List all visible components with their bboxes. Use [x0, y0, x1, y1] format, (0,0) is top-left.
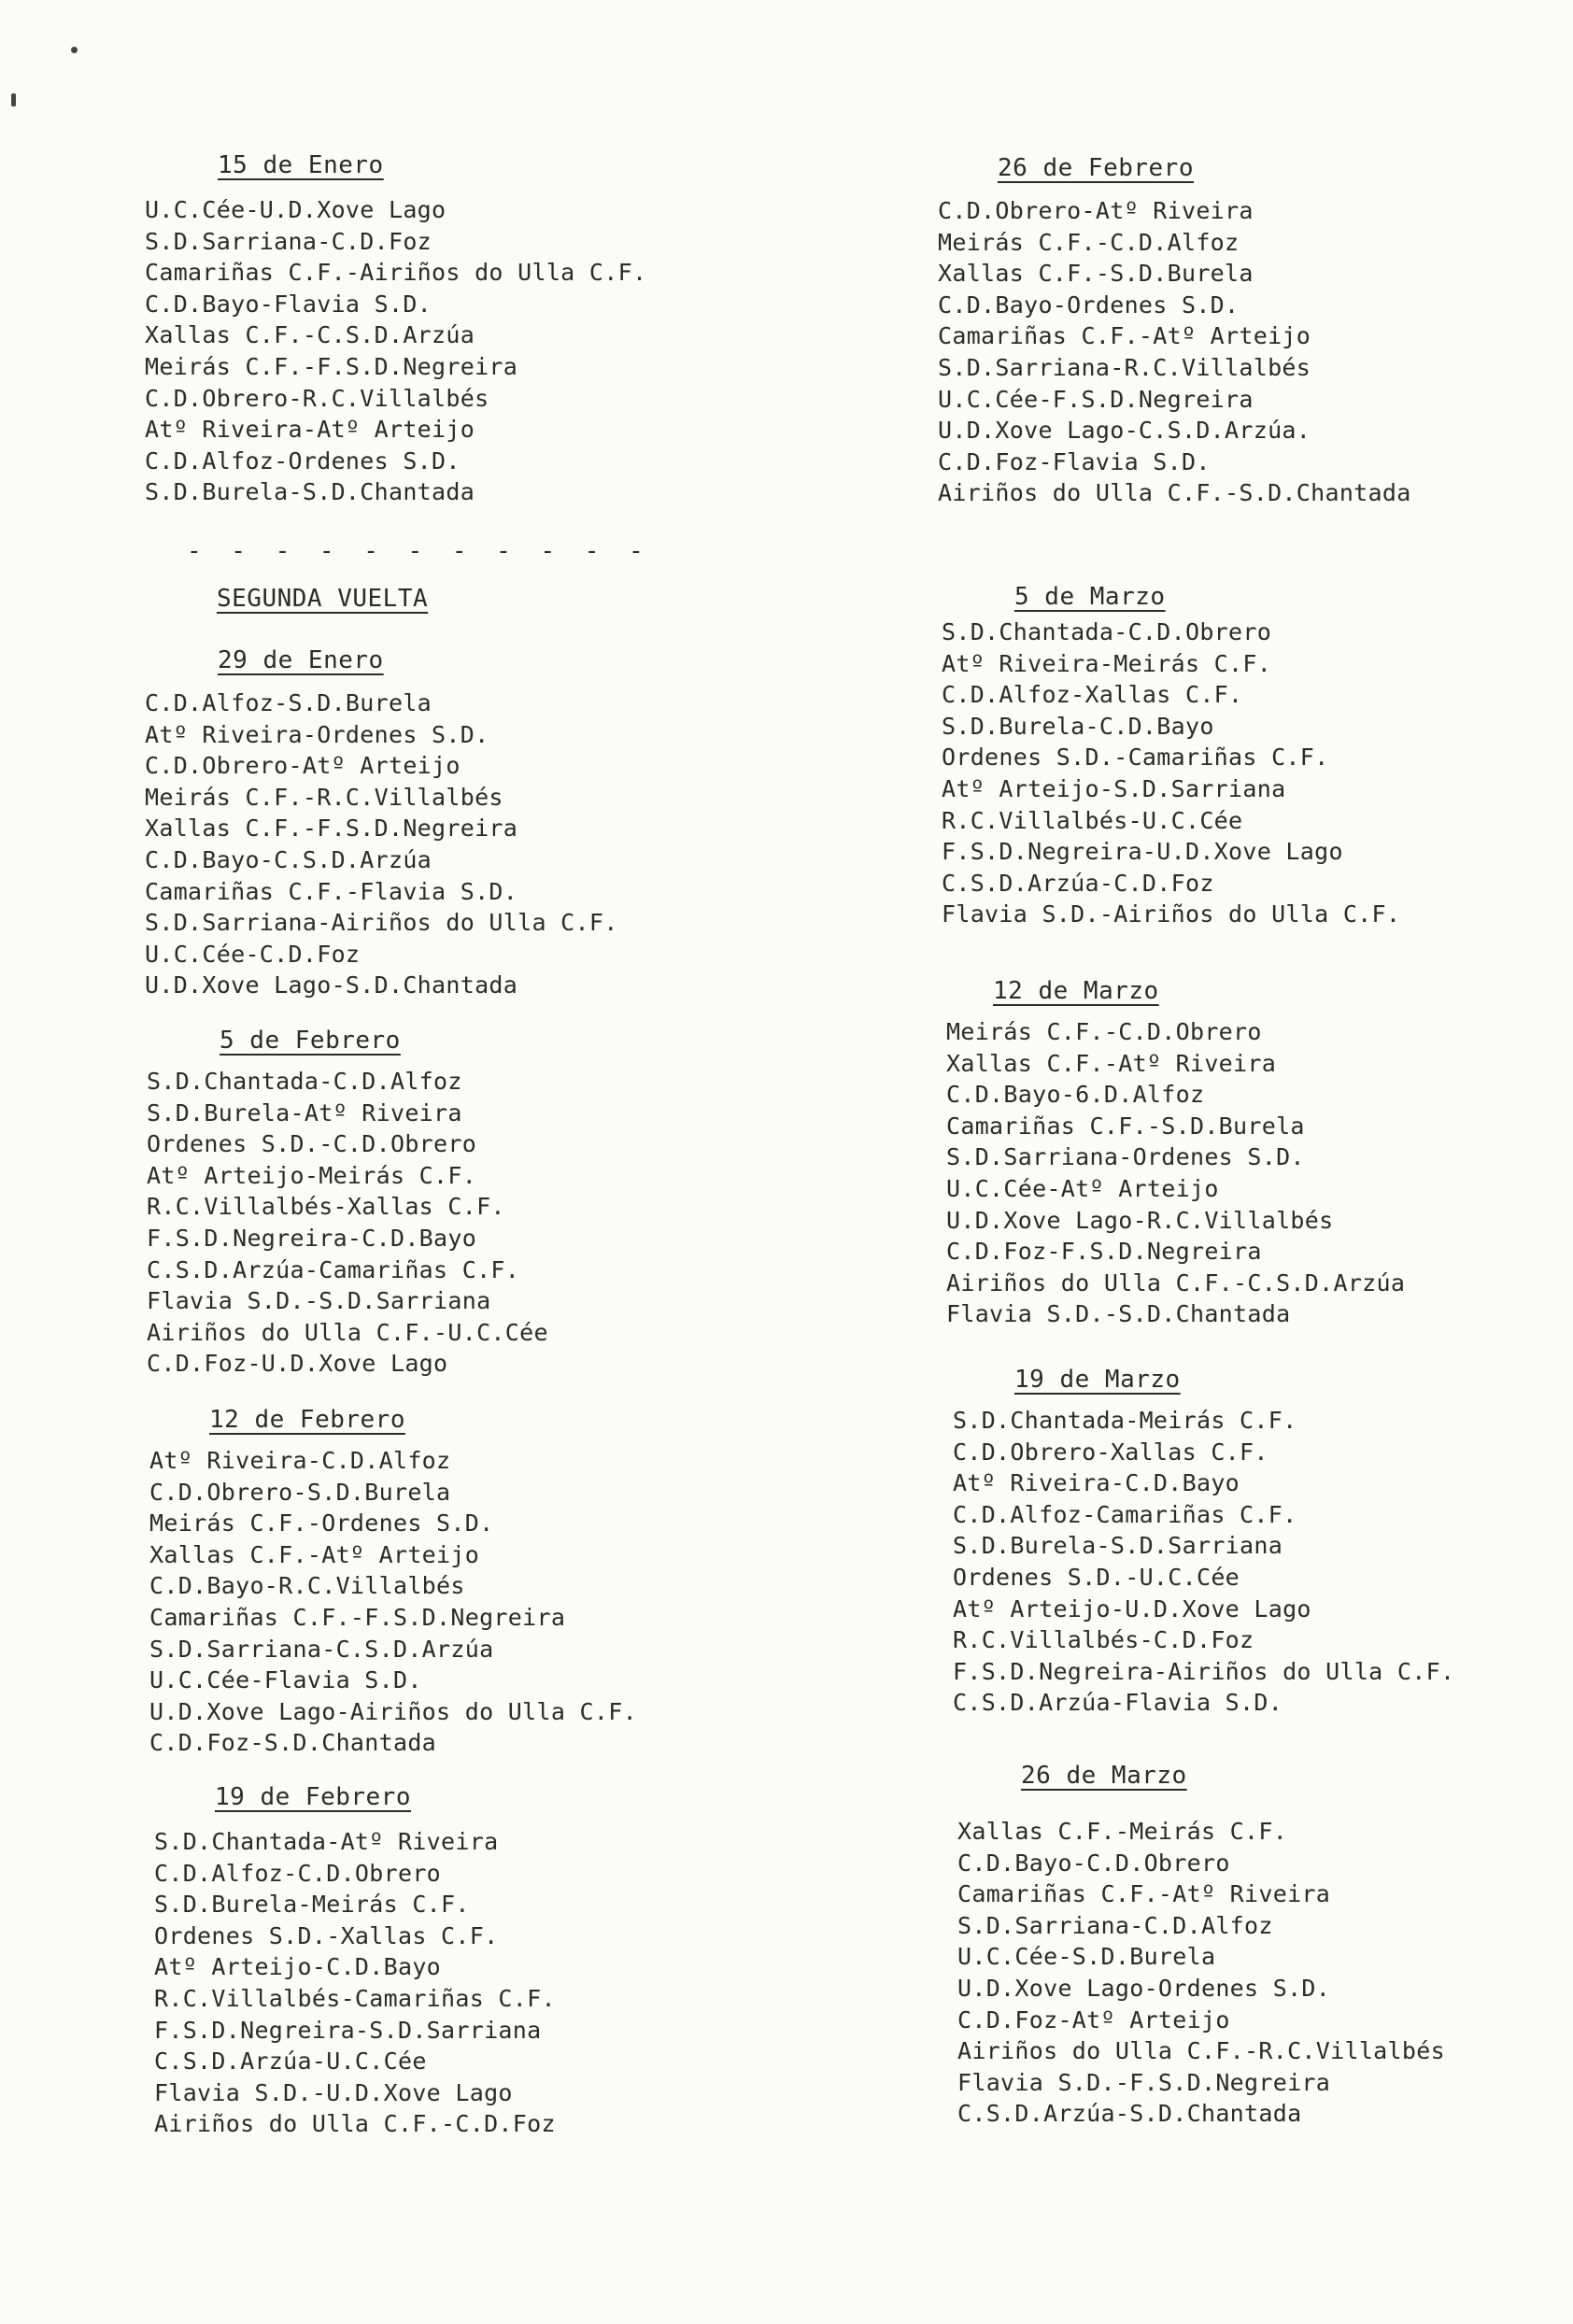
round-26-marzo — [957, 1760, 1445, 2130]
match-row: S.D.Burela-S.D.Sarriana — [953, 1532, 1283, 1560]
match-row: Camariñas C.F.-Atº Riveira — [957, 1880, 1331, 1908]
match-row: Flavia S.D.-U.D.Xove Lago — [154, 2078, 513, 2106]
match-row: U.C.Cée-Flavia S.D. — [149, 1666, 422, 1694]
match-row: Camariñas C.F.-S.D.Burela — [946, 1112, 1305, 1140]
match-row: S.D.Sarriana-R.C.Villalbés — [938, 353, 1311, 381]
match-row: U.D.Xove Lago-C.S.D.Arzúa. — [938, 417, 1311, 445]
match-row: C.D.Obrero-S.D.Burela — [149, 1478, 451, 1506]
paper-speck — [11, 93, 16, 106]
match-row: F.S.D.Negreira-C.D.Bayo — [147, 1224, 477, 1252]
match-row: S.D.Sarriana-C.D.Alfoz — [957, 1911, 1273, 1939]
match-row: Flavia S.D.-F.S.D.Negreira — [957, 2068, 1331, 2096]
match-row: Meirás C.F.-F.S.D.Negreira — [145, 352, 518, 380]
match-list — [938, 195, 1411, 509]
match-row: C.S.D.Arzúa-U.C.Cée — [154, 2048, 427, 2076]
match-row: R.C.Villalbés-Xallas C.F. — [147, 1193, 505, 1221]
match-row: C.D.Obrero-R.C.Villalbés — [145, 384, 489, 412]
match-row: Atº Riveira-Ordenes S.D. — [145, 720, 489, 748]
match-row: Meirás C.F.-Ordenes S.D. — [149, 1509, 494, 1538]
match-row: C.D.Bayo-C.S.D.Arzúa — [145, 845, 432, 873]
round-29-enero — [145, 645, 618, 1001]
match-row: Atº Riveira-Atº Arteijo — [145, 416, 475, 444]
match-row: Xallas C.F.-F.S.D.Negreira — [145, 815, 518, 843]
match-row: C.D.Alfoz-S.D.Burela — [145, 689, 432, 716]
match-row: C.D.Foz-F.S.D.Negreira — [946, 1238, 1262, 1266]
match-row: Airiños do Ulla C.F.-R.C.Villalbés — [957, 2037, 1445, 2065]
match-row: C.D.Obrero-Atº Riveira — [938, 197, 1254, 224]
match-row: Airiños do Ulla C.F.-C.S.D.Arzúa — [946, 1268, 1406, 1297]
round-5-febrero — [147, 1025, 548, 1380]
match-row: C.D.Foz-S.D.Chantada — [149, 1729, 437, 1757]
round-date-heading: 15 de Enero — [218, 151, 384, 179]
match-row: C.S.D.Arzúa-S.D.Chantada — [957, 2100, 1302, 2128]
match-row: Xallas C.F.-Atº Riveira — [946, 1049, 1277, 1077]
match-row: Meirás C.F.-R.C.Villalbés — [145, 783, 503, 811]
match-row: Airiños do Ulla C.F.-U.C.Cée — [147, 1318, 548, 1346]
match-row: Atº Riveira-C.D.Bayo — [953, 1469, 1240, 1497]
match-row: Xallas C.F.-Atº Arteijo — [149, 1540, 480, 1568]
match-row: C.D.Foz-U.D.Xove Lago — [147, 1350, 448, 1378]
match-row: C.S.D.Arzúa-Flavia S.D. — [953, 1689, 1283, 1717]
match-row: C.D.Bayo-C.D.Obrero — [957, 1849, 1230, 1877]
match-row: U.D.Xove Lago-Airiños do Ulla C.F. — [149, 1697, 637, 1725]
match-row: R.C.Villalbés-C.D.Foz — [953, 1626, 1254, 1654]
match-row: S.D.Burela-Atº Riveira — [147, 1098, 462, 1127]
round-date-heading: 19 de Marzo — [1014, 1366, 1181, 1394]
match-row: S.D.Chantada-C.D.Obrero — [942, 618, 1272, 645]
match-row: S.D.Sarriana-Airiños do Ulla C.F. — [145, 909, 618, 937]
match-row: C.D.Obrero-Xallas C.F. — [953, 1438, 1268, 1466]
match-row: Ordenes S.D.-Xallas C.F. — [154, 1921, 499, 1949]
match-row: Ordenes S.D.-Camariñas C.F. — [942, 744, 1329, 772]
match-row: C.D.Bayo-Ordenes S.D. — [938, 290, 1240, 319]
round-26-febrero — [938, 152, 1411, 509]
match-row: C.D.Foz-Flavia S.D. — [938, 447, 1211, 475]
round-date-heading: 12 de Marzo — [993, 977, 1159, 1005]
match-row: Atº Arteijo-S.D.Sarriana — [942, 774, 1286, 802]
match-row: S.D.Chantada-Meirás C.F. — [953, 1407, 1297, 1434]
match-row: S.D.Chantada-Atº Riveira — [154, 1828, 499, 1855]
match-row: C.D.Alfoz-Camariñas C.F. — [953, 1500, 1297, 1528]
match-row: C.S.D.Arzúa-C.D.Foz — [942, 869, 1214, 897]
match-row: Camariñas C.F.-Airiños do Ulla C.F. — [145, 259, 647, 287]
match-list — [946, 1016, 1405, 1330]
match-row: Ordenes S.D.-C.D.Obrero — [147, 1130, 477, 1158]
match-list — [149, 1445, 637, 1759]
match-row: Xallas C.F.-C.S.D.Arzúa — [145, 321, 475, 349]
round-12-febrero — [149, 1404, 637, 1759]
match-row: C.S.D.Arzúa-Camariñas C.F. — [147, 1255, 520, 1283]
match-row: Airiños do Ulla C.F.-S.D.Chantada — [938, 479, 1411, 507]
round-12-marzo — [946, 975, 1405, 1330]
match-row: Flavia S.D.-S.D.Sarriana — [147, 1287, 491, 1315]
match-row: Meirás C.F.-C.D.Obrero — [946, 1018, 1262, 1045]
match-list — [154, 1826, 556, 2140]
round-date-heading: 12 de Febrero — [209, 1406, 405, 1434]
match-row: U.D.Xove Lago-R.C.Villalbés — [946, 1206, 1334, 1234]
match-row: S.D.Sarriana-Ordenes S.D. — [946, 1143, 1305, 1171]
match-row: C.D.Alfoz-Xallas C.F. — [942, 681, 1243, 709]
match-row: U.C.Cée-Atº Arteijo — [946, 1174, 1219, 1202]
match-row: Flavia S.D.-Airiños do Ulla C.F. — [942, 900, 1401, 928]
match-row: C.D.Bayo-Flavia S.D. — [145, 290, 432, 318]
round-date-heading: 19 de Febrero — [215, 1783, 411, 1811]
match-list — [145, 687, 618, 1001]
match-list — [147, 1066, 548, 1380]
match-row: Atº Riveira-Meirás C.F. — [942, 649, 1272, 677]
match-row: S.D.Sarriana-C.D.Foz — [145, 227, 432, 255]
match-row: Camariñas C.F.-F.S.D.Negreira — [149, 1603, 566, 1631]
section-title: SEGUNDA VUELTA — [217, 585, 429, 613]
match-row: U.D.Xove Lago-S.D.Chantada — [145, 971, 518, 999]
match-row: C.D.Foz-Atº Arteijo — [957, 2005, 1230, 2034]
match-row: Atº Arteijo-U.D.Xove Lago — [953, 1594, 1311, 1623]
match-list — [957, 1816, 1445, 2130]
match-row: C.D.Alfoz-Ordenes S.D. — [145, 446, 461, 475]
match-row: C.D.Bayo-R.C.Villalbés — [149, 1572, 465, 1600]
match-row: Meirás C.F.-C.D.Alfoz — [938, 228, 1240, 256]
match-row: R.C.Villalbés-U.C.Cée — [942, 806, 1243, 834]
match-row: C.D.Bayo-6.D.Alfoz — [946, 1081, 1205, 1109]
match-row: S.D.Burela-Meirás C.F. — [154, 1891, 470, 1919]
match-row: F.S.D.Negreira-S.D.Sarriana — [154, 2016, 542, 2044]
match-row: Atº Arteijo-C.D.Bayo — [154, 1953, 442, 1981]
match-row: F.S.D.Negreira-Airiños do Ulla C.F. — [953, 1657, 1455, 1685]
match-row: S.D.Burela-S.D.Chantada — [145, 478, 475, 506]
round-15-enero — [145, 149, 646, 508]
match-row: Camariñas C.F.-Atº Arteijo — [938, 322, 1311, 350]
match-row: U.C.Cée-U.D.Xove Lago — [145, 196, 446, 223]
match-list — [145, 194, 646, 508]
match-row: Flavia S.D.-S.D.Chantada — [946, 1300, 1291, 1328]
match-row: S.D.Burela-C.D.Bayo — [942, 712, 1214, 740]
match-row: C.D.Obrero-Atº Arteijo — [145, 752, 461, 780]
round-date-heading: 26 de Marzo — [1021, 1762, 1187, 1790]
separator-dashes: - - - - - - - - - - - — [187, 537, 651, 565]
match-list — [953, 1405, 1454, 1719]
match-row: S.D.Chantada-C.D.Alfoz — [147, 1068, 462, 1095]
match-row: U.C.Cée-F.S.D.Negreira — [938, 385, 1254, 413]
match-row: U.C.Cée-C.D.Foz — [145, 940, 361, 968]
round-5-marzo — [942, 581, 1400, 930]
round-date-heading: 26 de Febrero — [998, 154, 1194, 182]
round-date-heading: 29 de Enero — [218, 646, 384, 674]
round-19-marzo — [953, 1364, 1454, 1719]
match-list — [942, 616, 1400, 930]
match-row: S.D.Sarriana-C.S.D.Arzúa — [149, 1635, 494, 1663]
round-19-febrero — [154, 1781, 556, 2140]
match-row: F.S.D.Negreira-U.D.Xove Lago — [942, 838, 1343, 866]
match-row: R.C.Villalbés-Camariñas C.F. — [154, 1984, 556, 2012]
round-date-heading: 5 de Febrero — [220, 1027, 401, 1055]
match-row: Xallas C.F.-Meirás C.F. — [957, 1818, 1288, 1845]
match-row: Ordenes S.D.-U.C.Cée — [953, 1563, 1240, 1591]
round-date-heading: 5 de Marzo — [1014, 583, 1166, 611]
match-row: Airiños do Ulla C.F.-C.D.Foz — [154, 2110, 556, 2138]
match-row: Atº Arteijo-Meirás C.F. — [147, 1161, 477, 1189]
match-row: Camariñas C.F.-Flavia S.D. — [145, 877, 518, 905]
match-row: U.C.Cée-S.D.Burela — [957, 1943, 1216, 1971]
match-row: C.D.Alfoz-C.D.Obrero — [154, 1859, 442, 1887]
match-row: Atº Riveira-C.D.Alfoz — [149, 1447, 451, 1474]
match-row: U.D.Xove Lago-Ordenes S.D. — [957, 1974, 1331, 2002]
paper-speck — [71, 47, 78, 53]
match-row: Xallas C.F.-S.D.Burela — [938, 260, 1254, 288]
